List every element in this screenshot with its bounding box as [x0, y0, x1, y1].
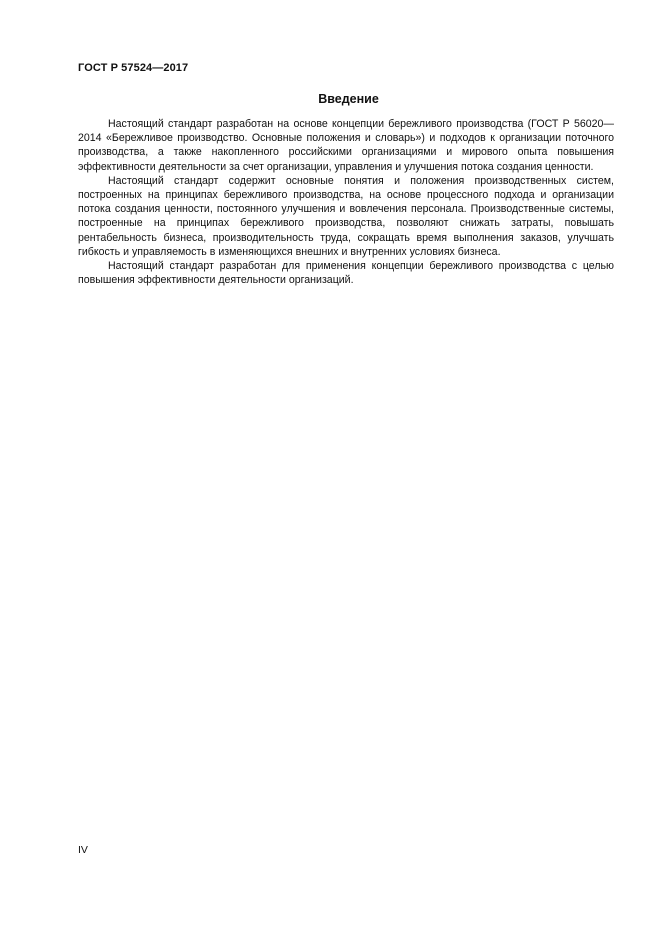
section-title: Введение [318, 92, 379, 106]
body-text [78, 117, 614, 287]
paragraph-2: Настоящий стандарт содержит основные понятия и положения производственных систем, построенных на принципах бережливого производства, на основе процессного подхода и организации потока создания ценности, постоянного улучшения и вовлечения персонала. Производственные системы, построенные на принципах бережливого производства, позволяют снижать затраты, повышать рентабельность бизнеса, производительность труда, сокращать время выполнения заказов, улучшать гибкость и управляемость в изменяющихся внешних и внутренних условиях бизнеса. [78, 174, 614, 258]
paragraph-3: Настоящий стандарт разработан для применения концепции бережливого производства с целью повышения эффективности деятельности организаций. [78, 260, 614, 287]
document-header: ГОСТ Р 57524—2017 [78, 62, 189, 74]
paragraph-1: Настоящий стандарт разработан на основе концепции бережливого производства (ГОСТ Р 56020—2014 «Бережливое производство. Основные положения и словарь») и подходов к организации поточного производства, а также накопленного российскими организациями и мирового опыта повышения эффективности деятельности за счет организации, управления и улучшения потока создания ценности. [78, 118, 614, 173]
page-number: IV [78, 844, 88, 856]
